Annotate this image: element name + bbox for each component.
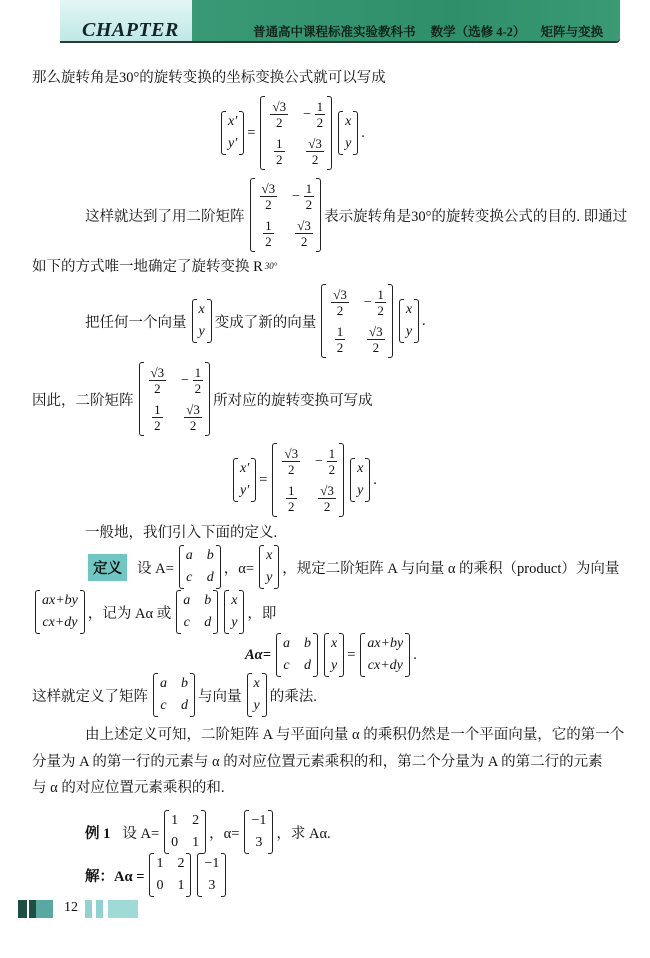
footer-bar-dark bbox=[18, 900, 27, 918]
paragraph-line bbox=[32, 750, 605, 771]
matrix-cell: a bbox=[160, 676, 167, 691]
matrix-cell: x bbox=[345, 114, 352, 129]
matrix-cell: y bbox=[253, 698, 260, 713]
numerator: √3 bbox=[320, 483, 334, 498]
equals: = bbox=[247, 124, 256, 141]
matrix-cell bbox=[181, 402, 202, 433]
denominator: 2 bbox=[336, 340, 344, 355]
numerator: 1 bbox=[154, 402, 161, 417]
paragraph-line bbox=[32, 776, 226, 797]
text: 因此，二阶矩阵 bbox=[32, 392, 134, 409]
fraction bbox=[184, 402, 202, 433]
numerator: 1 bbox=[316, 99, 324, 114]
text: 的乘法. bbox=[269, 688, 317, 705]
matrix-cell: a bbox=[185, 548, 193, 563]
matrix-cell: y bbox=[231, 615, 238, 630]
matrix-A bbox=[164, 810, 206, 854]
text: ，即 bbox=[247, 605, 277, 622]
rotation-matrix bbox=[260, 96, 332, 170]
text: 设 A= bbox=[122, 825, 160, 842]
matrix-cell bbox=[332, 324, 346, 355]
matrix-cell: 1 bbox=[177, 878, 185, 893]
matrix-cell: x bbox=[198, 302, 205, 317]
fraction bbox=[367, 324, 385, 355]
chapter-label: CHAPTER bbox=[82, 19, 179, 41]
matrix-cell: cx+dy bbox=[367, 658, 403, 673]
numerator: 1 bbox=[328, 446, 336, 461]
footer-bar bbox=[36, 900, 53, 918]
definition-badge: 定义 bbox=[88, 554, 127, 581]
matrix-cell: b bbox=[303, 636, 311, 651]
period: . bbox=[373, 471, 377, 488]
denominator: 2 bbox=[288, 499, 295, 514]
matrix-cell: 2 bbox=[192, 813, 200, 828]
numerator: √3 bbox=[186, 402, 200, 417]
matrix-cell: b bbox=[181, 676, 188, 691]
fraction bbox=[263, 218, 274, 249]
subject-name: 数学（选修 4-2） bbox=[430, 25, 526, 39]
result-vector bbox=[360, 633, 410, 677]
denominator: 2 bbox=[305, 197, 313, 212]
denominator: 2 bbox=[316, 115, 324, 130]
period: . bbox=[413, 646, 417, 663]
vector-xy bbox=[259, 545, 279, 589]
matrix-cell bbox=[279, 446, 300, 477]
vector-alpha bbox=[197, 853, 226, 897]
sign: − bbox=[291, 188, 301, 204]
matrix-cell: x′ bbox=[240, 461, 250, 476]
definition-line bbox=[88, 545, 621, 589]
text: 变成了新的向量 bbox=[214, 314, 317, 331]
equals: = bbox=[347, 646, 356, 663]
matrix-cell: x′ bbox=[228, 114, 238, 129]
matrix-cell: d bbox=[204, 615, 212, 630]
matrix-abcd bbox=[153, 673, 195, 717]
example-line bbox=[85, 810, 333, 854]
vector-alpha bbox=[244, 810, 273, 854]
matrix-cell: x bbox=[330, 636, 338, 651]
text: ，求 Aα. bbox=[276, 825, 331, 842]
matrix-cell: y bbox=[198, 324, 205, 339]
fraction bbox=[152, 402, 163, 433]
matrix-cell: y bbox=[330, 658, 338, 673]
vector-xy bbox=[338, 111, 358, 155]
example-label: 例 1 bbox=[85, 825, 111, 842]
vector-xy bbox=[350, 458, 370, 502]
chapter-tab bbox=[60, 0, 192, 41]
matrix-cell: y′ bbox=[228, 136, 238, 151]
denominator: 2 bbox=[288, 462, 295, 477]
matrix-cell: 3 bbox=[208, 878, 216, 893]
denominator: 2 bbox=[372, 340, 380, 355]
matrix-cell bbox=[260, 218, 274, 249]
denominator: 2 bbox=[154, 418, 161, 433]
fraction bbox=[306, 136, 324, 167]
fraction bbox=[318, 483, 336, 514]
fraction bbox=[335, 324, 346, 355]
numerator: √3 bbox=[150, 365, 165, 380]
chapter-header-band bbox=[60, 0, 620, 41]
matrix-cell: d bbox=[206, 570, 214, 585]
matrix-cell bbox=[328, 287, 349, 318]
footer-bar-light bbox=[108, 900, 138, 918]
matrix-cell: 0 bbox=[171, 835, 179, 850]
denominator: 2 bbox=[336, 303, 344, 318]
result-vector bbox=[35, 590, 85, 634]
matrix-cell: x bbox=[253, 676, 260, 691]
matrix-cell: y′ bbox=[240, 483, 250, 498]
matrix-cell bbox=[363, 287, 386, 318]
solution-label: 解：Aα = bbox=[85, 868, 145, 885]
denominator: 2 bbox=[189, 418, 197, 433]
text-line bbox=[85, 178, 629, 252]
vector-xy bbox=[224, 590, 244, 634]
numerator: 1 bbox=[377, 287, 384, 302]
denominator: 2 bbox=[194, 381, 202, 396]
matrix-cell bbox=[180, 365, 203, 396]
text: ，α= bbox=[209, 825, 240, 842]
numerator: 1 bbox=[265, 218, 272, 233]
text: 设 A= bbox=[137, 560, 174, 577]
matrix-cell: c bbox=[283, 658, 290, 673]
definition-line bbox=[32, 590, 278, 634]
denominator: 2 bbox=[377, 303, 384, 318]
vector-xy bbox=[399, 299, 419, 343]
footer-bar-light bbox=[96, 900, 103, 918]
denominator: 2 bbox=[154, 381, 161, 396]
denominator: 2 bbox=[265, 234, 272, 249]
text: ，记为 Aα 或 bbox=[87, 605, 172, 622]
matrix-cell bbox=[314, 446, 337, 477]
matrix-A bbox=[149, 853, 191, 897]
denominator: 2 bbox=[276, 115, 283, 130]
matrix-cell bbox=[283, 483, 297, 514]
footer-bar-light bbox=[85, 900, 92, 918]
numerator: √3 bbox=[308, 136, 322, 151]
rotation-matrix bbox=[250, 178, 322, 252]
text-line bbox=[85, 284, 428, 358]
matrix-cell: d bbox=[181, 698, 188, 713]
matrix-cell: y bbox=[266, 570, 273, 585]
matrix-cell bbox=[267, 99, 288, 130]
numerator: √3 bbox=[261, 181, 276, 196]
numerator: 1 bbox=[194, 365, 202, 380]
matrix-cell: cx+dy bbox=[42, 615, 78, 630]
sign: − bbox=[314, 453, 324, 469]
numerator: 1 bbox=[336, 324, 344, 339]
matrix-cell bbox=[149, 402, 163, 433]
matrix-cell: 1 bbox=[171, 813, 179, 828]
paragraph-line bbox=[85, 723, 626, 744]
fraction bbox=[149, 365, 167, 396]
fraction bbox=[295, 218, 313, 249]
numerator: 1 bbox=[288, 483, 295, 498]
denominator: 2 bbox=[311, 152, 319, 167]
matrix-cell: ax+by bbox=[42, 593, 78, 608]
matrix-cell: a bbox=[282, 636, 290, 651]
matrix-cell: −1 bbox=[204, 856, 220, 871]
fraction bbox=[286, 483, 297, 514]
series-name: 普通高中课程标准实验教科书 bbox=[253, 25, 416, 39]
rotation-matrix bbox=[139, 362, 211, 436]
denominator: 2 bbox=[328, 462, 336, 477]
text: 这样就定义了矩阵 bbox=[32, 688, 148, 705]
denominator: 2 bbox=[265, 197, 272, 212]
numerator: √3 bbox=[369, 324, 383, 339]
equation-rotation-1 bbox=[218, 96, 367, 170]
matrix-cell: c bbox=[160, 698, 167, 713]
page-number: 12 bbox=[64, 900, 78, 915]
matrix-cell: a bbox=[183, 593, 191, 608]
matrix-cell: ax+by bbox=[367, 636, 404, 651]
matrix-cell: d bbox=[303, 658, 311, 673]
fraction bbox=[304, 181, 315, 212]
fraction bbox=[270, 99, 288, 130]
numerator: 1 bbox=[276, 136, 283, 151]
matrix-cell bbox=[303, 136, 324, 167]
period: . bbox=[422, 312, 426, 329]
fraction bbox=[274, 136, 285, 167]
text: 与向量 bbox=[198, 688, 242, 705]
text: 由上述定义可知，二阶矩阵 A 与平面向量 α 的乘积仍然是一个平面向量，它的第一个 bbox=[85, 727, 625, 743]
vector-x-prime bbox=[233, 458, 256, 502]
denominator: 2 bbox=[300, 234, 308, 249]
matrix-cell: 1 bbox=[192, 835, 200, 850]
vector-x-prime bbox=[221, 111, 244, 155]
fraction bbox=[260, 181, 278, 212]
text: 那么旋转角是30°的旋转变换的坐标变换公式就可以写成 bbox=[32, 70, 386, 86]
text: 一般地，我们引入下面的定义. bbox=[85, 525, 278, 541]
matrix-cell: x bbox=[405, 302, 413, 317]
text-line bbox=[32, 673, 319, 717]
matrix-cell bbox=[257, 181, 278, 212]
matrix-cell: x bbox=[357, 461, 364, 476]
matrix-cell: y bbox=[345, 136, 352, 151]
text-line bbox=[32, 362, 375, 436]
matrix-cell: 1 bbox=[156, 856, 164, 871]
text: ，规定二阶矩阵 A 与向量 α 的乘积（product）为向量 bbox=[282, 560, 620, 577]
matrix-cell: −1 bbox=[251, 813, 267, 828]
subscript: 30° bbox=[264, 260, 278, 271]
sign: − bbox=[180, 372, 190, 388]
period: . bbox=[361, 124, 365, 141]
solution-line bbox=[85, 853, 229, 897]
matrix-cell bbox=[315, 483, 336, 514]
numerator: √3 bbox=[333, 287, 347, 302]
text: 如下的方式唯一地确定了旋转变换 R bbox=[32, 259, 263, 275]
matrix-cell bbox=[271, 136, 285, 167]
vector-xy bbox=[192, 299, 212, 343]
text-line bbox=[32, 66, 388, 87]
text: 与 α 的对应位置元素乘积的和. bbox=[32, 780, 225, 796]
book-series-title bbox=[253, 22, 615, 40]
vector-xy bbox=[324, 633, 344, 677]
fraction bbox=[331, 287, 349, 318]
matrix-cell: b bbox=[204, 593, 212, 608]
fraction bbox=[315, 99, 326, 130]
text-line bbox=[85, 521, 279, 542]
fraction bbox=[327, 446, 338, 477]
numerator: 1 bbox=[305, 181, 313, 196]
rotation-matrix bbox=[321, 284, 393, 358]
text: ，α= bbox=[223, 560, 255, 577]
matrix-cell: 3 bbox=[255, 835, 263, 850]
text-line bbox=[32, 255, 279, 276]
topic-name: 矩阵与变换 bbox=[540, 25, 604, 39]
text: Aα= bbox=[245, 646, 271, 663]
matrix-cell bbox=[364, 324, 385, 355]
vector-xy bbox=[247, 673, 267, 717]
text: 把任何一个向量 bbox=[85, 314, 187, 331]
sign: − bbox=[302, 106, 312, 122]
equals: = bbox=[259, 471, 268, 488]
text: 表示旋转角是30°的旋转变换公式的目的. 即通过 bbox=[324, 208, 628, 225]
definition-equation bbox=[245, 633, 419, 677]
denominator: 2 bbox=[323, 499, 331, 514]
text: 这样就达到了用二阶矩阵 bbox=[85, 208, 245, 225]
matrix-cell: 0 bbox=[156, 878, 164, 893]
matrix-cell: y bbox=[357, 483, 364, 498]
text: 分量为 A 的第一行的元素与 α 的对应位置元素乘积的和，第二个分量为 A 的第二行的元素 bbox=[32, 754, 603, 770]
matrix-cell: x bbox=[231, 593, 238, 608]
sign: − bbox=[362, 294, 373, 310]
matrix-cell bbox=[302, 99, 325, 130]
numerator: √3 bbox=[297, 218, 311, 233]
matrix-cell: x bbox=[266, 548, 273, 563]
numerator: √3 bbox=[272, 99, 287, 114]
matrix-cell bbox=[292, 218, 313, 249]
text: 所对应的旋转变换可写成 bbox=[213, 392, 373, 409]
matrix-cell: c bbox=[183, 615, 190, 630]
fraction bbox=[375, 287, 386, 318]
footer-bar-dark bbox=[29, 900, 36, 918]
denominator: 2 bbox=[276, 152, 283, 167]
matrix-abcd bbox=[176, 590, 218, 634]
matrix-abcd bbox=[179, 545, 221, 589]
matrix-cell: b bbox=[206, 548, 214, 563]
matrix-cell: 2 bbox=[177, 856, 185, 871]
fraction bbox=[282, 446, 300, 477]
rotation-matrix bbox=[272, 443, 344, 517]
matrix-abcd bbox=[276, 633, 318, 677]
matrix-cell: c bbox=[186, 570, 193, 585]
matrix-cell: y bbox=[405, 324, 413, 339]
equation-rotation-2 bbox=[230, 443, 379, 517]
matrix-cell bbox=[291, 181, 314, 212]
fraction bbox=[193, 365, 204, 396]
numerator: √3 bbox=[284, 446, 299, 461]
matrix-cell bbox=[146, 365, 167, 396]
